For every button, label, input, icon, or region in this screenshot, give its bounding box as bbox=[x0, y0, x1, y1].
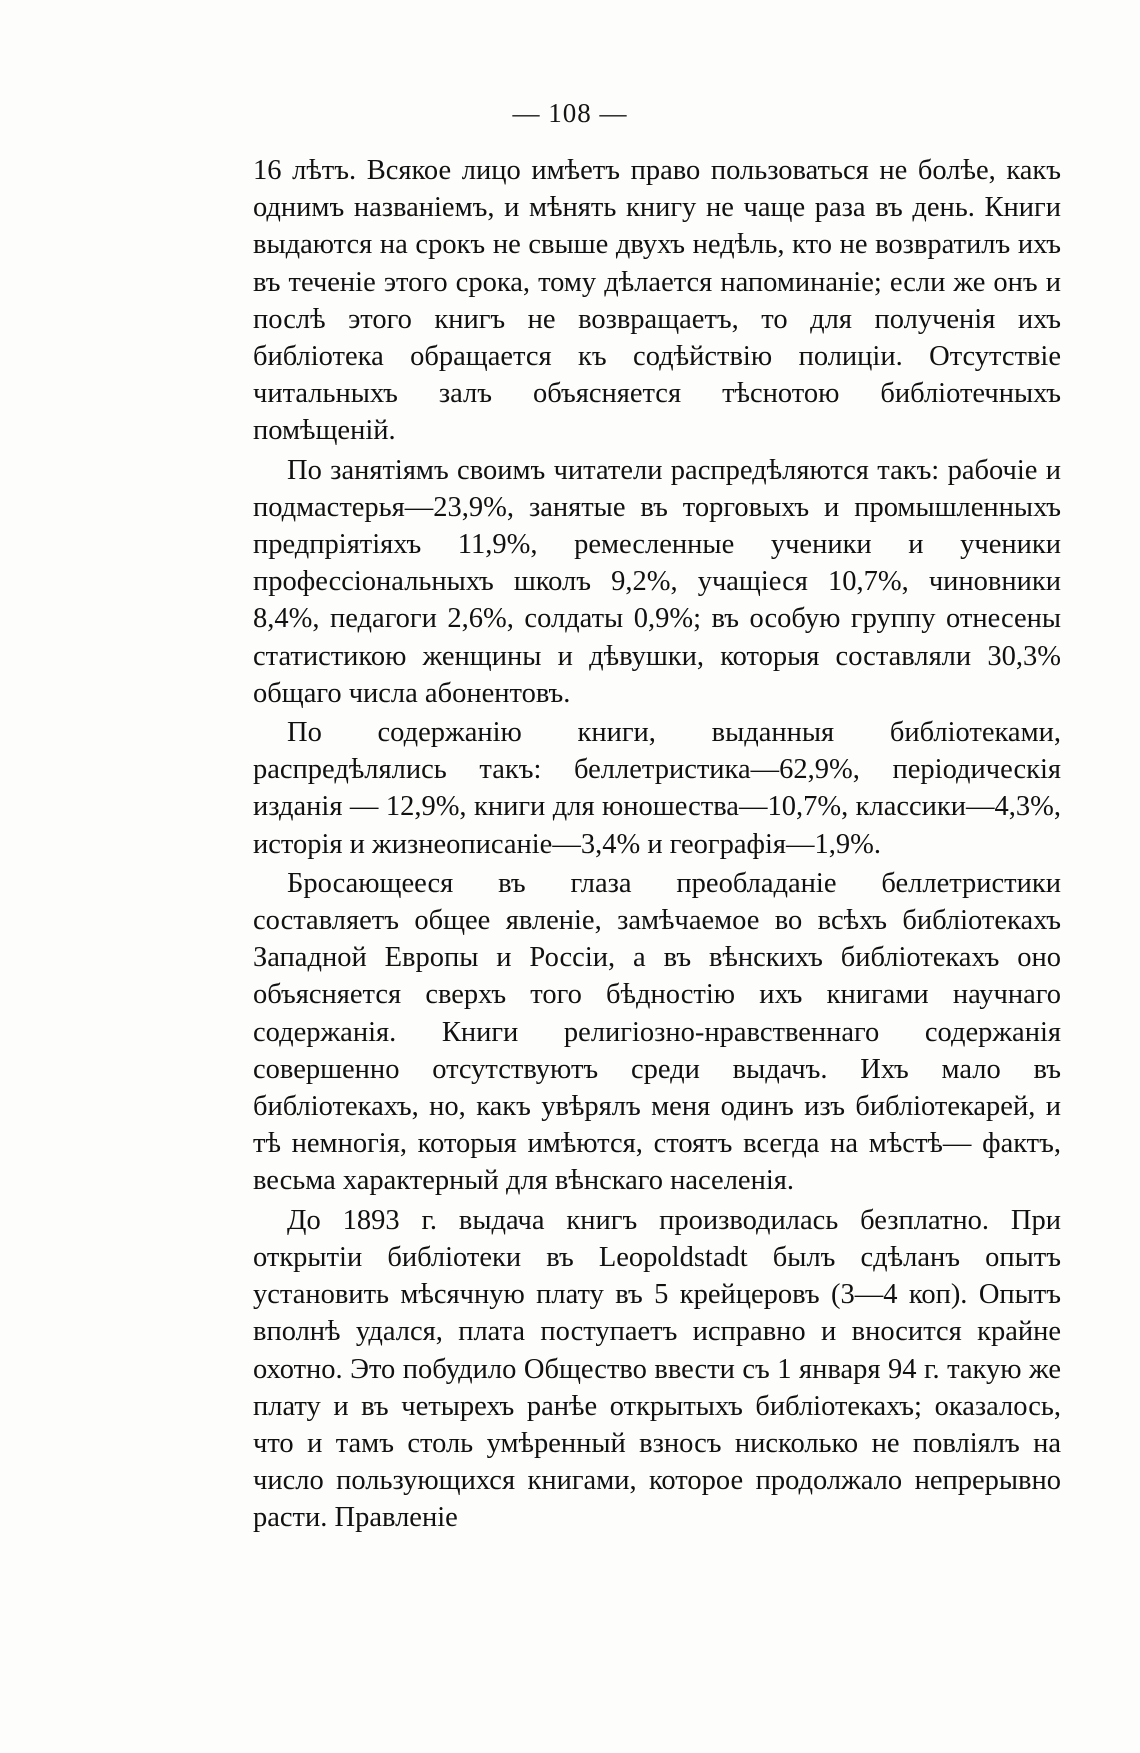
paragraph-library-rules: 16 лѣтъ. Всякое лицо имѣетъ право пользоваться не болѣе, какъ однимъ названіемъ, и мѣнять книгу не чаще раза въ день. Книги выдаются на срокъ не свыше двухъ недѣль, кто не возвратилъ ихъ въ теченіе этого срока, тому дѣлается напоминаніе; если же онъ и послѣ этого книгъ не возвращаетъ, то для полученія ихъ библіотека обращается къ содѣйствію полиціи. Отсутствіе читальныхъ залъ объясняется тѣснотою библіотечныхъ помѣщеній. bbox=[253, 155, 1061, 447]
page-number: — 108 — bbox=[512, 98, 628, 128]
paragraph-readers-by-occupation: По занятіямъ своимъ читатели распредѣляются такъ: рабочіе и подмастерья—23,9%, занятые въ торговыхъ и промышленныхъ предпріятіяхъ 11,9%, ремесленные ученики и ученики профессіональныхъ школъ 9,2%, учащіеся 10,7%, чиновники 8,4%, педагоги 2,6%, солдаты 0,9%; въ особую группу отнесены статистикою женщины и дѣвушки, которыя составляли 30,3% общаго числа абонентовъ. bbox=[253, 454, 1061, 709]
paragraph-fiction-predominance: Бросающееся въ глаза преобладаніе беллетристики составляетъ общее явленіе, замѣчаемое во всѣхъ библіотекахъ Западной Европы и Россіи, а въ вѣнскихъ библіотекахъ оно объясняется сверхъ того бѣдностію ихъ книгами научнаго содержанія. Книги религіозно-нравственнаго содержанія совершенно отсутствуютъ среди выдачъ. Ихъ мало въ библіотекахъ, но, какъ увѣрялъ меня одинъ изъ библіотекарей, и тѣ немногія, которыя имѣются, стоятъ всегда на мѣстѣ— фактъ, весьма характерный для вѣнскаго населенія. bbox=[253, 867, 1061, 1197]
body-text bbox=[253, 152, 1061, 1537]
paragraph-fee-introduction: До 1893 г. выдача книгъ производилась безплатно. При открытіи библіотеки въ Leopoldstadt былъ сдѣланъ опытъ установить мѣсячную плату въ 5 крейцеровъ (3—4 коп). Опытъ вполнѣ удался, плата поступаетъ исправно и вносится крайне охотно. Это побудило Общество ввести съ 1 января 94 г. такую же плату и въ четырехъ ранѣе открытыхъ библіотекахъ; оказалось, что и тамъ столь умѣренный взносъ нисколько не повліялъ на число пользующихся книгами, которое продолжало непрерывно расти. Правленіе bbox=[253, 1204, 1061, 1534]
paragraph-books-by-content: По содержанію книги, выданныя библіотеками, распредѣлялись такъ: беллетристика—62,9%, періодическія изданія — 12,9%, книги для юношества—10,7%, классики—4,3%, исторія и жизнеописаніе—3,4% и географія—1,9%. bbox=[253, 717, 1061, 860]
